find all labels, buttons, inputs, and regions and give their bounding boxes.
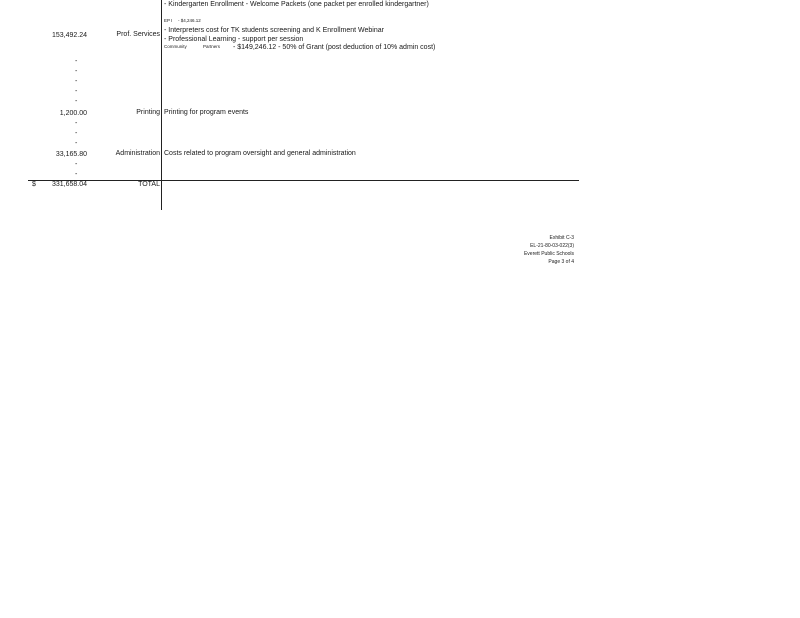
total-amount: 331,658.04 — [51, 181, 87, 188]
exhibit-line-4: Page 3 of 4 — [548, 259, 574, 265]
empty-row-dash: - — [75, 161, 78, 168]
empty-row-dash: - — [75, 171, 78, 178]
exhibit-line-2: EL-21-80-03-022(3) — [530, 243, 574, 249]
printing-amount: 1,200.00 — [59, 110, 87, 117]
empty-row-dash: - — [75, 58, 78, 65]
currency-symbol: $ — [32, 181, 36, 188]
empty-row-dash: - — [75, 120, 78, 127]
prof-services-amount: 153,492.24 — [51, 32, 87, 39]
small-label-epi: EP I — [164, 18, 173, 23]
prof-services-line-2: - Interpreters cost for TK students screening and K Enrollment Webinar — [164, 27, 384, 34]
small-amount-epi: - $4,246.12 — [178, 18, 201, 23]
empty-row-dash: - — [75, 68, 78, 75]
administration-description: Costs related to program oversight and general administration — [164, 150, 356, 157]
prof-services-line-1: - Kindergarten Enrollment - Welcome Packets (one packet per enrolled kindergartner) — [164, 1, 429, 8]
community-partners-text: - $149,246.12 - 50% of Grant (post deduction of 10% admin cost) — [233, 44, 436, 51]
exhibit-line-1: Exhibit C-3 — [549, 235, 574, 241]
prof-services-category: Prof. Services — [116, 31, 160, 38]
printing-description: Printing for program events — [164, 109, 249, 116]
empty-row-dash: - — [75, 78, 78, 85]
total-rule — [28, 180, 579, 181]
printing-category: Printing — [136, 109, 160, 116]
administration-category: Administration — [115, 150, 160, 157]
empty-row-dash: - — [75, 130, 78, 137]
empty-row-dash: - — [75, 140, 78, 147]
total-label: TOTAL — [138, 181, 160, 188]
prof-services-line-3: - Professional Learning - support per session — [164, 36, 304, 43]
administration-amount: 33,165.80 — [55, 151, 87, 158]
small-label-partners: Partners — [203, 44, 221, 49]
exhibit-line-3: Everett Public Schools — [523, 251, 574, 257]
column-divider — [161, 0, 162, 210]
empty-row-dash: - — [75, 88, 78, 95]
small-label-community: Community — [164, 44, 187, 49]
empty-row-dash: - — [75, 98, 78, 105]
